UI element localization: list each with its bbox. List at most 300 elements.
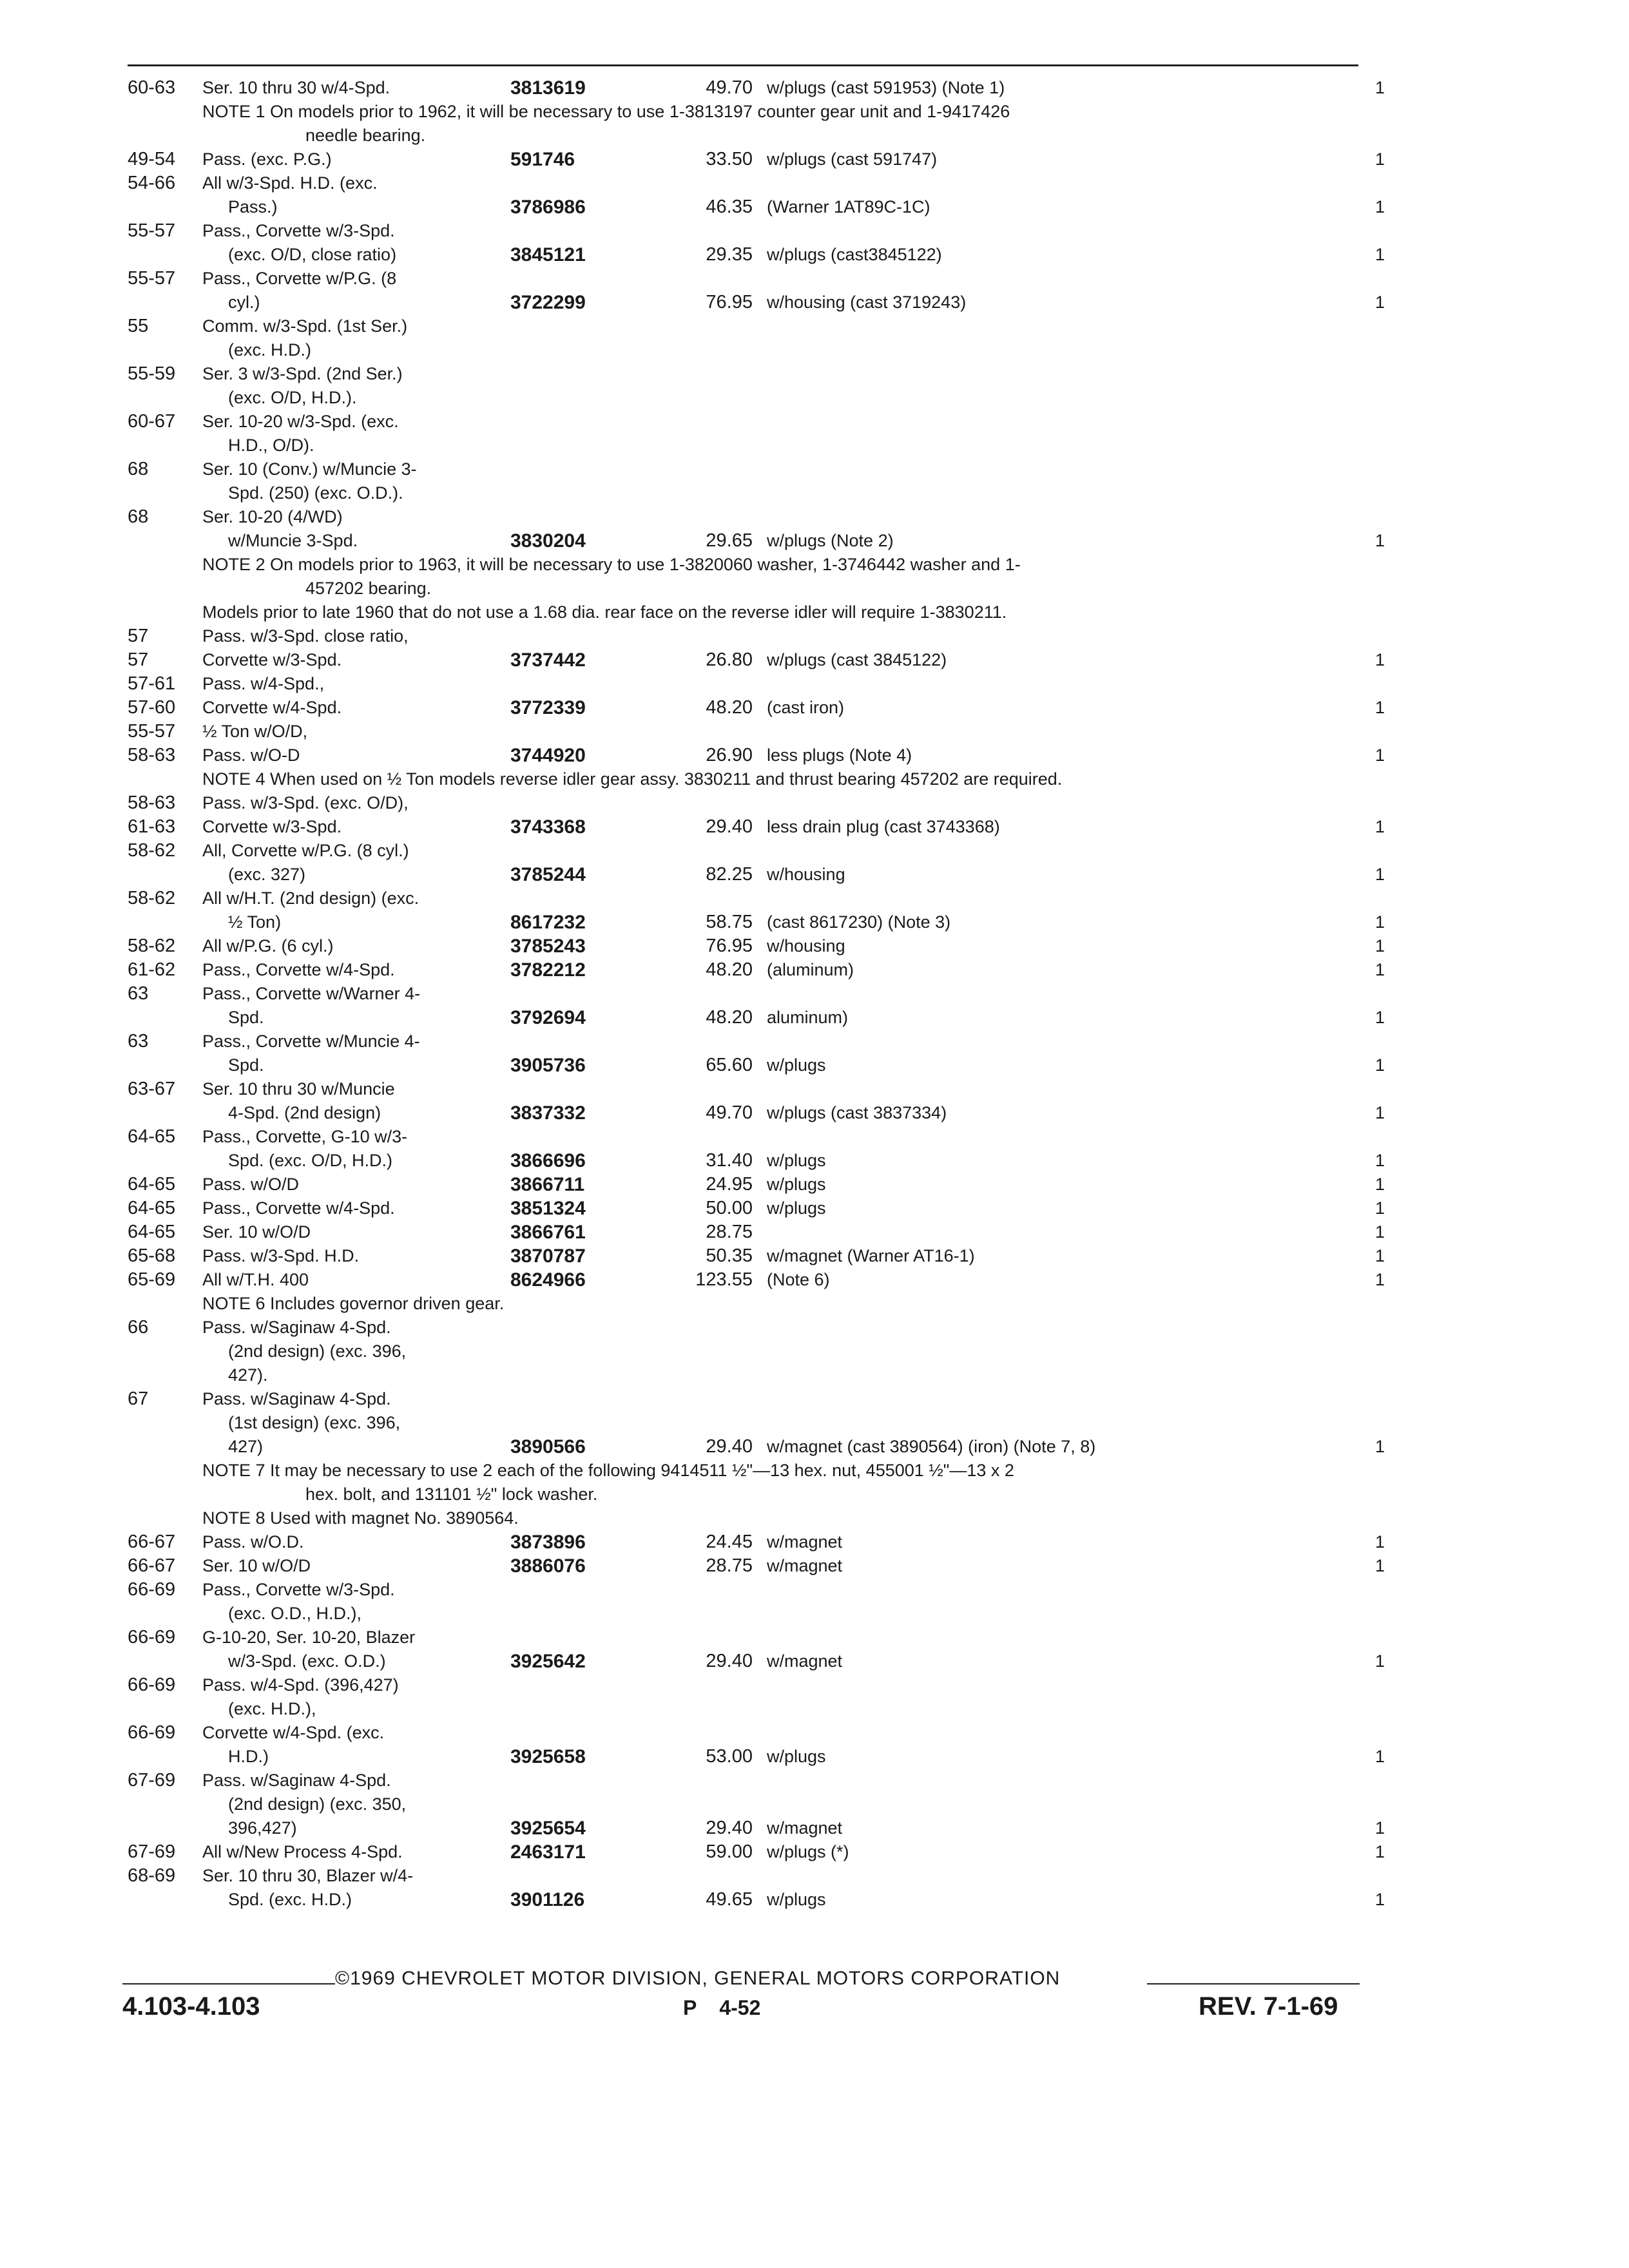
application [202,1435,263,1459]
application: Pass. w/Saginaw 4-Spd. [202,1771,391,1790]
application: Corvette w/3-Spd. [202,817,342,836]
application: Ser. 10 w/O/D [202,1222,311,1242]
model-years: 67-69 [128,1770,176,1791]
price: 29.35 [706,244,753,265]
remarks: w/plugs (*) [767,1842,849,1861]
part-row [128,1769,1391,1792]
part-row [128,1316,1391,1340]
model-years: 66-69 [128,1722,176,1743]
price: 50.00 [706,1198,753,1218]
application [202,1697,316,1721]
note-line: Models prior to late 1960 that do not use a 1.68 dia. rear face on the reverse idler will require 1-3830211. [202,602,1007,622]
copyright: ©1969 CHEVROLET MOTOR DIVISION, GENERAL MOTORS CORPORATION [335,1968,1061,1989]
model-years: 54-66 [128,173,176,193]
remarks: w/plugs [767,1747,826,1766]
part-row [128,1053,1391,1077]
part-row [128,1554,1391,1578]
application: Ser. 10-20 (4/WD) [202,507,343,526]
price: 28.75 [706,1555,753,1576]
application: Pass., Corvette w/P.G. (8 [202,269,397,288]
price: 59.00 [706,1841,753,1862]
price: 48.20 [706,1007,753,1028]
model-years: 61-63 [128,816,176,837]
model-years: 66-67 [128,1532,176,1552]
part-row [128,910,1391,934]
price: 24.95 [706,1174,753,1195]
part-row [128,529,1391,553]
note-line: needle bearing. [305,126,426,145]
application: Pass., Corvette w/3-Spd. [202,221,395,240]
note-line: NOTE 6 Includes governor driven gear. [202,1294,505,1313]
application [202,1411,400,1435]
model-years: 68 [128,506,149,527]
part-row [128,171,1391,195]
application: Corvette w/3-Spd. [202,650,342,669]
application-continued: w/Muncie 3-Spd. [228,531,358,550]
application-continued: (2nd design) (exc. 350, [228,1794,407,1814]
quantity: 1 [1375,197,1385,216]
part-row [128,1840,1391,1864]
remarks: (Warner 1AT89C-1C) [767,197,930,216]
part-number: 3873896 [510,1532,586,1553]
part-row [128,1888,1391,1912]
remarks: aluminum) [767,1008,849,1027]
application-continued: (exc. 327) [228,865,306,884]
part-row [128,839,1391,863]
quantity: 1 [1375,1198,1385,1218]
application-continued: Spd. (250) (exc. O.D.). [228,483,403,503]
remarks: w/housing (cast 3719243) [767,293,967,312]
note-line: hex. bolt, and 131101 ½" lock washer. [305,1485,598,1504]
part-row [128,481,1391,505]
part-number: 591746 [510,149,575,170]
price: 82.25 [706,864,753,885]
price: 29.40 [706,1818,753,1838]
part-row [128,148,1391,171]
quantity: 1 [1375,149,1385,169]
part-row [128,863,1391,887]
part-row [128,410,1391,434]
part-row [128,934,1391,958]
section-number: 4.103-4.103 [122,1992,260,2021]
part-number: 3925658 [510,1746,586,1767]
remarks: (Note 6) [767,1270,830,1289]
remarks: (cast iron) [767,698,845,717]
price: 48.20 [706,959,753,980]
application: Pass. w/4-Spd., [202,674,325,693]
quantity: 1 [1375,912,1385,932]
quantity: 1 [1375,1055,1385,1075]
price: 65.60 [706,1055,753,1075]
part-row [128,1244,1391,1268]
model-years: 55-57 [128,721,176,742]
application: All w/H.T. (2nd design) (exc. [202,889,419,908]
application: All w/T.H. 400 [202,1270,309,1289]
part-row [128,314,1391,338]
model-years: 68 [128,459,149,479]
application: Ser. 10 thru 30 w/4-Spd. [202,78,390,97]
quantity: 1 [1375,1222,1385,1242]
remarks: w/magnet (cast 3890564) (iron) (Note 7, 8) [767,1437,1096,1456]
part-row [128,386,1391,410]
quantity: 1 [1375,1175,1385,1194]
revision-date: REV. 7-1-69 [1199,1992,1338,2021]
application: Pass. w/Saginaw 4-Spd. [202,1389,391,1408]
price: 29.65 [706,530,753,551]
application-continued: H.D.) [228,1747,269,1766]
model-years: 64-65 [128,1198,176,1218]
part-number: 3722299 [510,292,586,313]
application [202,1006,264,1030]
part-row [128,434,1391,457]
remarks: w/magnet [767,1818,843,1838]
part-number: 3905736 [510,1055,586,1076]
application-continued: Spd. [228,1008,264,1027]
model-years: 55-57 [128,220,176,241]
application: Pass. w/4-Spd. (396,427) [202,1675,399,1695]
part-row [128,1745,1391,1769]
application: Pass., Corvette w/Warner 4- [202,984,421,1003]
price: 29.40 [706,816,753,837]
part-row [128,1411,1391,1435]
model-years: 55-57 [128,268,176,289]
part-row [128,1864,1391,1888]
application: Ser. 10 thru 30 w/Muncie [202,1079,395,1099]
application: Comm. w/3-Spd. (1st Ser.) [202,316,408,336]
application-continued: 427). [228,1365,268,1385]
price: 76.95 [706,936,753,956]
quantity: 1 [1375,1103,1385,1122]
model-years: 67 [128,1389,149,1409]
remarks: (aluminum) [767,960,854,979]
part-row [128,1220,1391,1244]
application: All, Corvette w/P.G. (8 cyl.) [202,841,409,860]
part-row [128,1387,1391,1411]
remarks: w/plugs [767,1151,826,1170]
model-years: 63-67 [128,1079,176,1099]
remarks: w/plugs [767,1198,826,1218]
part-row [128,1673,1391,1697]
remarks: w/plugs [767,1175,826,1194]
remarks: w/magnet [767,1532,843,1552]
application-continued: (exc. H.D.) [228,340,312,360]
application [202,1745,269,1769]
part-row [128,1363,1391,1387]
part-number: 3743368 [510,816,586,838]
price: 46.35 [706,197,753,217]
part-number: 3866761 [510,1222,586,1243]
part-row [128,982,1391,1006]
price: 26.90 [706,745,753,765]
part-number: 3782212 [510,959,586,981]
application [202,243,396,267]
part-row [128,1626,1391,1649]
note-row [128,100,1391,148]
quantity: 1 [1375,1890,1385,1909]
application: Pass. w/3-Spd. H.D. [202,1246,360,1265]
part-row [128,1816,1391,1840]
application: Pass. w/3-Spd. close ratio, [202,626,409,646]
remarks: w/magnet [767,1651,843,1671]
part-row [128,1602,1391,1626]
part-row [128,1006,1391,1030]
part-number: 3830204 [510,530,586,552]
part-row [128,1530,1391,1554]
application [202,195,278,219]
price: 53.00 [706,1746,753,1767]
application [202,910,281,934]
note-text [128,1292,1391,1316]
part-row [128,1149,1391,1173]
part-number: 3837332 [510,1102,586,1124]
footer-rule-left [122,1983,335,1984]
part-number: 3886076 [510,1555,586,1577]
note-text [128,100,1391,148]
model-years: 60-67 [128,411,176,432]
part-row [128,744,1391,767]
part-row [128,720,1391,744]
part-number: 8624966 [510,1269,586,1291]
note-row [128,1459,1391,1506]
price: 48.20 [706,697,753,718]
application [202,529,358,553]
application: Ser. 10 thru 30, Blazer w/4- [202,1866,414,1885]
quantity: 1 [1375,1437,1385,1456]
model-years: 57 [128,626,149,646]
part-row [128,1268,1391,1292]
part-row [128,457,1391,481]
note-line: NOTE 4 When used on ½ Ton models reverse idler gear assy. 3830211 and thrust bearing 457202 are required. [202,769,1063,789]
part-number: 3785244 [510,864,586,885]
price: 76.95 [706,292,753,312]
part-row [128,696,1391,720]
quantity: 1 [1375,531,1385,550]
model-years: 63 [128,1031,149,1052]
price: 50.35 [706,1245,753,1266]
quantity: 1 [1375,1842,1385,1861]
part-row [128,291,1391,314]
part-number: 3845121 [510,244,586,265]
quantity: 1 [1375,78,1385,97]
application: Pass., Corvette w/4-Spd. [202,1198,395,1218]
remarks: w/plugs (Note 2) [767,531,894,550]
quantity: 1 [1375,1556,1385,1575]
model-years: 58-63 [128,745,176,765]
part-row [128,505,1391,529]
part-row [128,1340,1391,1363]
quantity: 1 [1375,1651,1385,1671]
price: 24.45 [706,1532,753,1552]
application-continued: (exc. H.D.), [228,1699,316,1718]
remarks: (cast 8617230) (Note 3) [767,912,951,932]
part-number: 3744920 [510,745,586,766]
quantity: 1 [1375,698,1385,717]
application: Pass., Corvette w/3-Spd. [202,1580,395,1599]
part-row [128,1435,1391,1459]
part-row [128,219,1391,243]
part-row [128,1101,1391,1125]
price: 28.75 [706,1222,753,1242]
quantity: 1 [1375,650,1385,669]
application-continued: (exc. O/D, H.D.). [228,388,357,407]
part-row [128,1173,1391,1196]
model-years: 55 [128,316,149,336]
quantity: 1 [1375,817,1385,836]
part-row [128,1077,1391,1101]
note-row [128,1506,1391,1530]
application [202,434,314,457]
quantity: 1 [1375,936,1385,956]
model-years: 58-62 [128,840,176,861]
part-number: 3792694 [510,1007,586,1028]
part-row [128,1578,1391,1602]
application: Ser. 10 w/O/D [202,1556,311,1575]
remarks: w/plugs (cast 3837334) [767,1103,947,1122]
application-continued: Spd. (exc. O/D, H.D.) [228,1151,393,1170]
part-number: 3925642 [510,1651,586,1672]
part-number: 2463171 [510,1841,586,1863]
application [202,1792,406,1816]
remarks: w/housing [767,936,845,956]
part-number: 3870787 [510,1245,586,1267]
note-line: NOTE 8 Used with magnet No. 3890564. [202,1508,519,1528]
model-years: 64-65 [128,1222,176,1242]
quantity: 1 [1375,245,1385,264]
model-years: 64-65 [128,1126,176,1147]
model-years: 66-69 [128,1675,176,1695]
parts-list [128,76,1391,1912]
application: Pass., Corvette w/Muncie 4- [202,1032,420,1051]
note-line: NOTE 1 On models prior to 1962, it will be necessary to use 1-3813197 counter gear unit and 1-9417426 [202,102,1010,121]
application-continued: w/3-Spd. (exc. O.D.) [228,1651,386,1671]
application [202,1888,352,1912]
part-number: 8617232 [510,912,586,933]
price: 26.80 [706,649,753,670]
note-text [128,1459,1391,1506]
quantity: 1 [1375,1008,1385,1027]
application-continued: 4-Spd. (2nd design) [228,1103,381,1122]
note-text [128,553,1391,601]
application [202,1649,386,1673]
application [202,386,357,410]
part-row [128,243,1391,267]
part-row [128,815,1391,839]
model-years: 64-65 [128,1174,176,1195]
price: 123.55 [695,1269,753,1290]
application: All w/P.G. (6 cyl.) [202,936,334,956]
part-row [128,267,1391,291]
application-continued: cyl.) [228,293,260,312]
application [202,1149,392,1173]
application [202,1101,381,1125]
part-number: 3737442 [510,649,586,671]
note-line: 457202 bearing. [305,579,432,598]
part-row [128,195,1391,219]
part-row [128,76,1391,100]
price: 49.65 [706,1889,753,1910]
note-row [128,767,1391,791]
application [202,1053,264,1077]
application-continued: H.D., O/D). [228,436,314,455]
model-years: 66-69 [128,1579,176,1600]
application-continued: (exc. O/D, close ratio) [228,245,397,264]
application-continued: Spd. [228,1055,264,1075]
remarks: w/plugs [767,1890,826,1909]
application: All w/New Process 4-Spd. [202,1842,403,1861]
application [202,863,305,887]
model-years: 57-61 [128,673,176,694]
quantity: 1 [1375,1747,1385,1766]
part-row [128,1697,1391,1721]
top-rule [128,64,1358,66]
part-number: 3925654 [510,1818,586,1839]
application: ½ Ton w/O/D, [202,722,308,741]
remarks: w/magnet [767,1556,843,1575]
model-years: 63 [128,983,149,1004]
application: Pass. w/O.D. [202,1532,304,1552]
application: G-10-20, Ser. 10-20, Blazer [202,1628,416,1647]
application [202,291,260,314]
part-number: 3772339 [510,697,586,718]
application-continued: (2nd design) (exc. 396, [228,1341,407,1361]
part-number: 3851324 [510,1198,586,1219]
part-number: 3813619 [510,77,586,99]
application: Pass. w/3-Spd. (exc. O/D), [202,793,409,812]
part-row [128,362,1391,386]
price: 49.70 [706,1102,753,1123]
price: 33.50 [706,149,753,169]
part-number: 3786986 [510,197,586,218]
part-number: 3866711 [510,1174,585,1195]
part-number: 3785243 [510,936,586,957]
application [202,1363,268,1387]
part-row [128,791,1391,815]
application: Ser. 3 w/3-Spd. (2nd Ser.) [202,364,403,383]
model-years: 65-69 [128,1269,176,1290]
application: Corvette w/4-Spd. (exc. [202,1723,385,1742]
footer-rule-right [1147,1983,1360,1984]
application-continued: (1st design) (exc. 396, [228,1413,401,1432]
note-row [128,553,1391,601]
page-number: P 4-52 [683,1996,761,2019]
application [202,1340,406,1363]
part-row [128,624,1391,648]
note-text [128,1506,1391,1530]
remarks: w/plugs (cast 591953) (Note 1) [767,78,1005,97]
part-row [128,958,1391,982]
part-row [128,1721,1391,1745]
application-continued: 396,427) [228,1818,297,1838]
model-years: 58-63 [128,793,176,813]
price: 49.70 [706,77,753,98]
part-row [128,1649,1391,1673]
price: 29.40 [706,1651,753,1671]
application: Pass., Corvette w/4-Spd. [202,960,395,979]
note-row [128,1292,1391,1316]
application: Pass., Corvette, G-10 w/3- [202,1127,408,1146]
quantity: 1 [1375,293,1385,312]
model-years: 58-62 [128,888,176,908]
application: Pass. (exc. P.G.) [202,149,332,169]
remarks: w/plugs (cast 3845122) [767,650,947,669]
application: Pass. w/Saginaw 4-Spd. [202,1318,391,1337]
note-line: NOTE 7 It may be necessary to use 2 each of the following 9414511 ½"—13 hex. nut, 455001 ½"—13 x 2 [202,1461,1014,1480]
remarks: w/plugs (cast3845122) [767,245,942,264]
remarks: w/plugs (cast 591747) [767,149,938,169]
application: Ser. 10 (Conv.) w/Muncie 3- [202,459,417,479]
remarks: w/plugs [767,1055,826,1075]
note-line: NOTE 2 On models prior to 1963, it will be necessary to use 1-3820060 washer, 1-3746442 washer and 1- [202,555,1021,574]
